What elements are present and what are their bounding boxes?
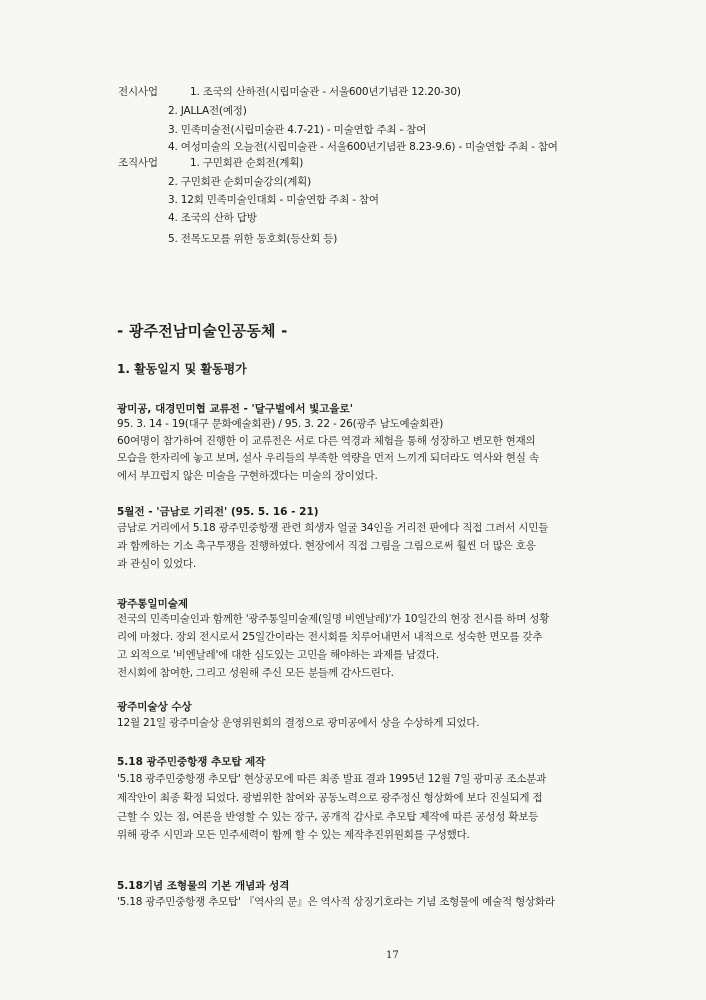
section-title: - 광주전남미술인공동체 - xyxy=(117,322,288,340)
organization-item: 5. 전목도모를 위한 동호회(등산회 등) xyxy=(168,233,338,245)
exhibition-item: 4. 여성미술의 오늘전(시립미술관 - 서울600년기념관 8.23-9.6) - 미술연합 주최 - 참여 xyxy=(168,141,558,153)
entry-heading: 5월전 - '금남로 기리전' (95. 5. 16 - 21) xyxy=(117,506,319,518)
exhibition-label: 전시사업 xyxy=(118,86,158,98)
entry-line: 리에 마쳤다. 장외 전시로서 25일간이라는 전시회를 치루어내면서 내적으로 성숙한 면모를 갖추 xyxy=(117,631,543,643)
entry-line: 전국의 민족미술인과 함께한 '광주통일미술제(일명 비엔날레)'가 10일간의 현장 전시를 하며 성황 xyxy=(117,613,550,625)
entry-line: 전시회에 참여한, 그리고 성원해 주신 모든 분들께 감사드린다. xyxy=(117,667,394,679)
entry-line: 12월 21일 광주미술상 운영위원회의 결정으로 광미공에서 상을 수상하게 되었다. xyxy=(117,717,480,729)
exhibition-item: 1. 조국의 산하전(시립미술관 - 서울600년기념관 12.20-30) xyxy=(190,86,461,98)
entry-heading: 광미공, 대경민미협 교류전 - '달구벌에서 빛고을로' xyxy=(117,403,353,415)
organization-item: 2. 구민회관 순회미술강의(계획) xyxy=(168,176,312,188)
organization-item: 3. 12회 민족미술인대회 - 미술연합 주최 - 참여 xyxy=(168,194,379,206)
entry-line: 95. 3. 14 - 19(대구 문화예술회관) / 95. 3. 22 - 26(광주 남도예술회관) xyxy=(117,418,444,430)
entry-line: 에서 부끄럽지 않은 미술을 구현하겠다는 미술의 장이었다. xyxy=(117,470,378,482)
entry-line: 근할 수 있는 점, 여론을 반영할 수 있는 장구, 공개적 감사로 추모탑 제작에 따른 공성성 확보등 xyxy=(117,811,539,823)
entry-heading: 광주통일미술제 xyxy=(117,598,189,610)
entry-line: '5.18 광주민중항쟁 추모탑' 현상공모에 따른 최종 발표 결과 1995년 12월 7일 광미공 조소분과 xyxy=(117,773,547,785)
organization-item: 1. 구민회관 순회전(계획) xyxy=(190,157,304,169)
entry-line: '5.18 광주민중항쟁 추모탑' 『역사의 문』은 역사적 상징기호라는 기념 조형물에 예술적 형상화라 xyxy=(117,896,555,908)
entry-heading: 5.18 광주민중항쟁 추모탑 제작 xyxy=(117,756,266,768)
section-subtitle: 1. 활동일지 및 활동평가 xyxy=(117,362,247,376)
entry-line: 과 관심이 있었다. xyxy=(117,558,197,570)
page-number: 17 xyxy=(386,950,399,961)
entry-line: 금남로 거리에서 5.18 광주민중항쟁 관련 희생자 얼굴 34인을 거리전 판에다 직접 그려서 시민들 xyxy=(117,522,549,534)
entry-line: 모습을 한자리에 놓고 보며, 설사 우리들의 부족한 역량을 먼저 느끼게 되더라도 역사와 현실 속 xyxy=(117,452,539,464)
organization-item: 4. 조국의 산하 답방 xyxy=(168,212,257,224)
entry-heading: 광주미술상 수상 xyxy=(117,701,192,713)
entry-line: 위해 광주 시민과 모든 민주세력이 함께 할 수 있는 제작추진위원회를 구성했다. xyxy=(117,829,470,841)
entry-line: 60여명이 참가하여 진행한 이 교류전은 서로 다른 역경과 체험을 통해 성장하고 변모한 현재의 xyxy=(117,435,536,447)
exhibition-item: 3. 민족미술전(시립미술관 4.7-21) - 미술연합 주최 - 참여 xyxy=(168,124,427,136)
entry-line: 고 외적으로 '비엔날레'에 대한 심도있는 고민을 해야하는 과제를 남겼다. xyxy=(117,649,439,661)
entry-line: 과 함께하는 기소 촉구투쟁을 진행하였다. 현장에서 직접 그림을 그림으로써 훨씬 더 많은 호응 xyxy=(117,540,536,552)
organization-label: 조직사업 xyxy=(118,157,158,169)
exhibition-item: 2. JALLA전(예정) xyxy=(168,105,247,117)
entry-line: 제작안이 최종 확정 되었다. 광범위한 참여와 공동노력으로 광주정신 형상화에 보다 진실되게 접 xyxy=(117,792,543,804)
entry-heading: 5.18기념 조형물의 기본 개념과 성격 xyxy=(117,880,290,892)
